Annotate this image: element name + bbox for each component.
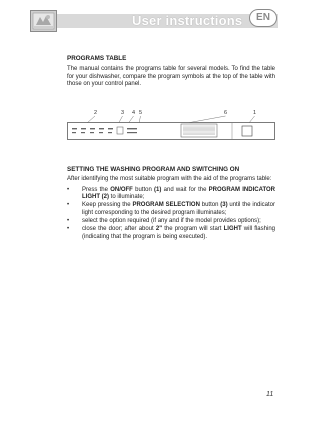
control-panel-drawing <box>67 110 275 156</box>
item-text: until the indicator light corresponding to the desired program illuminates; <box>82 202 276 217</box>
programs-table-section <box>67 55 275 89</box>
section-intro: After identifying the most suitable program with the aid of the programs table: <box>67 175 272 182</box>
page-number: 11 <box>266 391 274 398</box>
list-item <box>67 218 275 226</box>
item-bold-text: PROGRAM SELECTION <box>132 202 200 209</box>
item-text: button <box>199 202 221 209</box>
section-heading: PROGRAMS TABLE <box>67 55 127 62</box>
dishwasher-logo-icon <box>30 10 57 32</box>
item-text: to illuminate; <box>109 194 145 201</box>
item-text: select the option required (if any and if the model provides options); <box>82 218 261 225</box>
item-bold-text: LIGHT <box>223 226 242 233</box>
instruction-list <box>67 187 275 242</box>
language-badge: EN <box>249 9 277 27</box>
item-text: Keep pressing the <box>82 202 133 209</box>
item-bold-text: PROGRAM INDICATOR LIGHT (2) <box>82 186 276 201</box>
item-text: and wait for the <box>161 186 209 193</box>
setting-program-section <box>67 166 275 242</box>
item-bold-text: 2" <box>155 226 163 233</box>
list-item <box>67 226 275 242</box>
page-header <box>30 10 278 32</box>
callout-4: 4 <box>132 110 136 116</box>
callout-5: 5 <box>139 110 143 116</box>
section-paragraph: The manual contains the programs table for several models. To find the table for your dishwasher, compare the program symbols at the top of the table with those on your control panel. <box>67 65 275 88</box>
header-title: User instructions <box>132 13 243 28</box>
item-text: will flashing (indicating that the program is being executed). <box>82 226 275 241</box>
control-panel-diagram <box>67 110 275 156</box>
callout-2: 2 <box>94 110 98 116</box>
list-item <box>67 202 275 218</box>
item-text: close the door; after about <box>82 226 156 233</box>
item-text: Press the <box>82 186 111 193</box>
item-bold-text: ON/OFF <box>110 186 133 193</box>
callout-3: 3 <box>121 110 125 116</box>
item-text: the program will start <box>162 226 224 233</box>
list-item <box>67 187 275 203</box>
item-text: button <box>132 186 155 193</box>
section-heading: SETTING THE WASHING PROGRAM AND SWITCHING ON <box>67 166 240 173</box>
callout-1: 1 <box>253 110 257 116</box>
item-bold-text: (3) <box>220 202 228 209</box>
callout-6: 6 <box>224 110 228 116</box>
item-bold-text: (1) <box>154 186 162 193</box>
